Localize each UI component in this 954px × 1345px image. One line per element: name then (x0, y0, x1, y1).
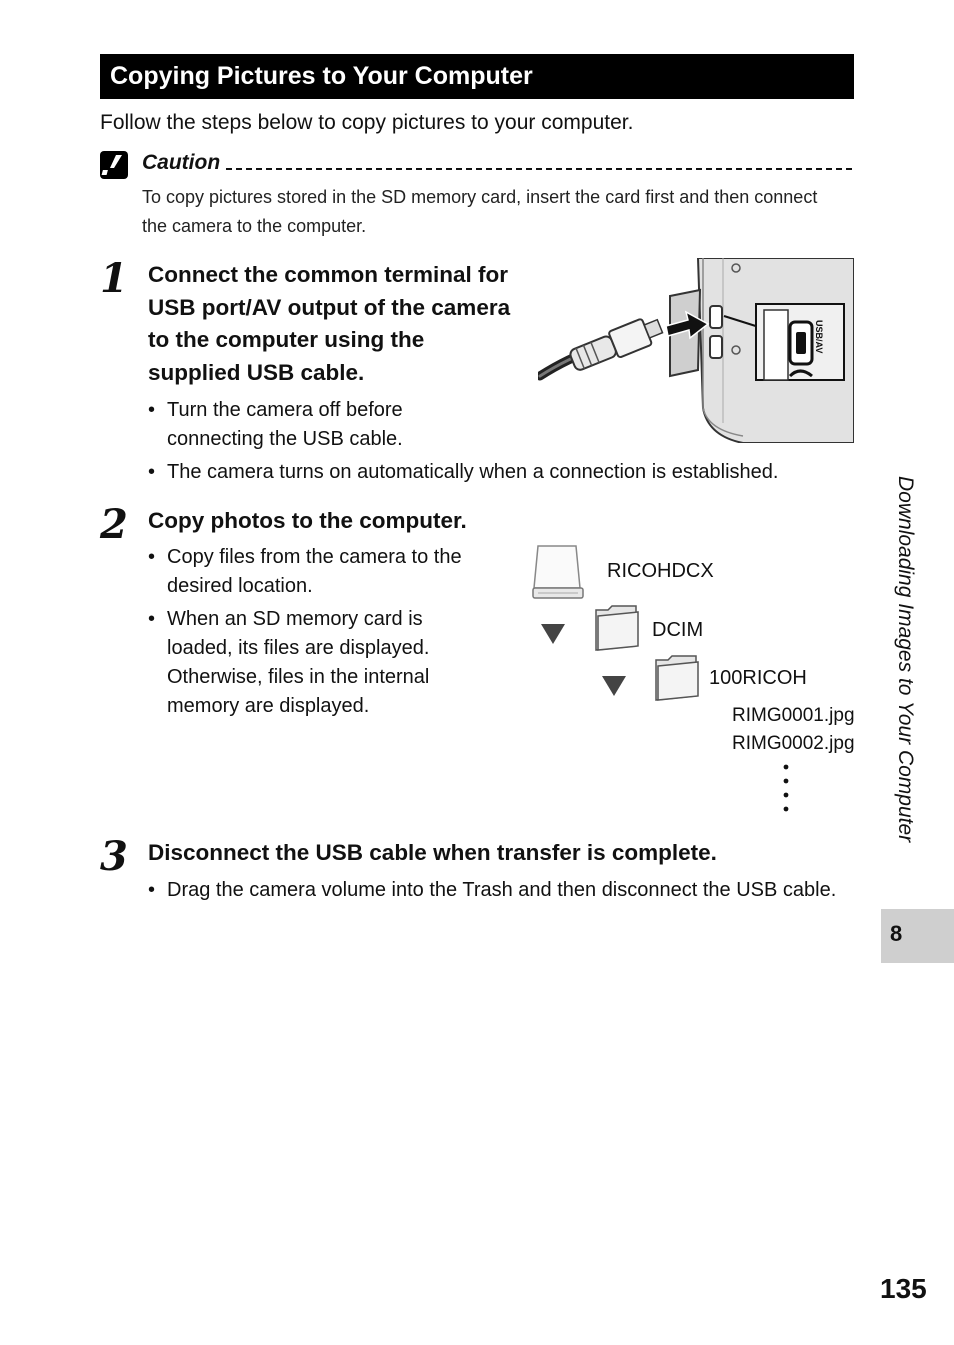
step-1-bullet-2: • The camera turns on automatically when a connection is established. (148, 458, 877, 487)
folder-100ricoh-label: 100RICOH (709, 667, 807, 689)
step-2-bullet-2: • When an SD memory card is loaded, its files are displayed. Otherwise, files in the internal memory are displayed. (148, 605, 487, 721)
caution-divider (226, 168, 852, 170)
step-3-number: 3 (100, 833, 128, 880)
caution-label: Caution (142, 151, 221, 174)
down-arrow-icon (601, 675, 627, 702)
file-item: RIMG0002.jpg (732, 733, 855, 754)
usb-connection-figure (538, 258, 854, 443)
more-files-ellipsis (781, 763, 791, 820)
folder-icon (654, 652, 700, 702)
folder-icon (594, 602, 640, 652)
step-1-bullet-1: • Turn the camera off before connecting the USB cable. (148, 396, 457, 454)
step-1-number: 1 (100, 255, 128, 302)
step-2-number: 2 (100, 501, 128, 548)
volume-name: RICOHDCX (607, 560, 714, 582)
folder-dcim-label: DCIM (652, 619, 704, 641)
step-1-title: Connect the common terminal for USB port/AV output of the camera to the computer using the supplied USB cable. (148, 262, 511, 385)
intro-text: Follow the steps below to copy pictures to your computer. (100, 111, 634, 134)
step-2-title: Copy photos to the computer. (148, 508, 467, 533)
page-number: 135 (880, 1273, 927, 1304)
step-3-title: Disconnect the USB cable when transfer is complete. (148, 840, 717, 865)
drive-icon (532, 544, 584, 600)
step-2-bullet-1: • Copy files from the camera to the desired location. (148, 543, 512, 601)
caution-text: To copy pictures stored in the SD memory card, insert the card first and then connect the camera to the computer. (142, 187, 818, 236)
chapter-title: Downloading Images to Your Computer (894, 476, 917, 843)
caution-icon (100, 151, 128, 179)
step-3-bullet-1: • Drag the camera volume into the Trash and then disconnect the USB cable. (148, 876, 857, 905)
chapter-number: 8 (890, 921, 903, 946)
file-item: RIMG0001.jpg (732, 705, 855, 726)
down-arrow-icon (540, 623, 566, 650)
section-title: Copying Pictures to Your Computer (110, 62, 533, 90)
usb-av-port-label: USB/AV (814, 320, 824, 354)
